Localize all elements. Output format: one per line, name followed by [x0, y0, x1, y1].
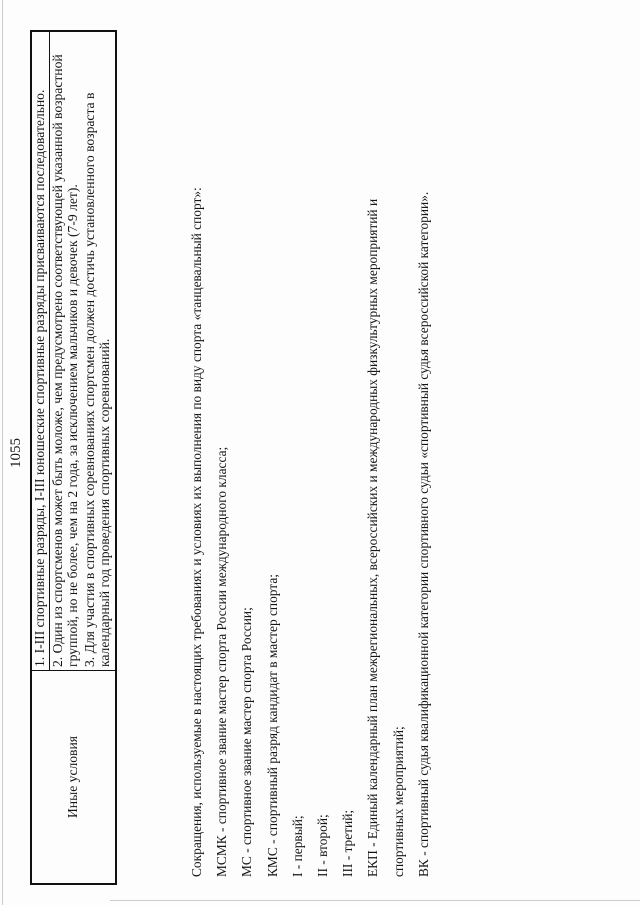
abbreviation-item: ЕКП - Единый календарный план межрегиональных, всероссийских и международных физкультурных мероприятий и: [365, 198, 381, 877]
condition-2: 2. Один из спортсменов может быть моложе, чем предусмотрено соответствующей указанной возрастной группой, но не более, чем на 2 года, за исключением мальчиков и девочек (7-9 лет).: [49, 54, 80, 667]
conditions-table: [30, 30, 117, 885]
abbreviation-item: МСМК - спортивное звание мастер спорта России международного класса;: [214, 446, 230, 877]
scan-edge-left: [2, 0, 3, 905]
condition-3: 3. Для участия в спортивных соревнованиях спортсмен должен достичь установленного возраста в календарный год проведения спортивных соревнований.: [81, 92, 112, 667]
abbreviation-item: II - второй;: [315, 814, 331, 877]
abbreviation-item: КМС - спортивный разряд кандидат в мастер спорта;: [264, 574, 280, 877]
abbreviation-item: ВК - спортивный судья квалификационной категории спортивного судьи «спортивный судья всероссийской категории».: [415, 191, 431, 877]
table-row-label: Иные условия: [31, 671, 116, 885]
abbreviation-item: III - третий;: [340, 809, 356, 877]
abbreviation-item: I - первый;: [289, 815, 305, 877]
abbreviations-intro: Сокращения, используемые в настоящих требованиях и условиях их выполнения по виду спорта «танцевальный спорт»:: [189, 187, 204, 877]
condition-1: 1. I-III спортивные разряды, I-III юношеские спортивные разряды присваиваются последовательно.: [32, 89, 47, 667]
abbreviations-section: [184, 17, 436, 877]
abbreviation-item: спортивных мероприятий;: [390, 726, 406, 877]
scan-edge-bottom: [110, 900, 640, 901]
page-number: 1055: [8, 438, 24, 468]
abbreviation-item: МС - спортивное звание мастер спорта России;: [239, 607, 255, 877]
